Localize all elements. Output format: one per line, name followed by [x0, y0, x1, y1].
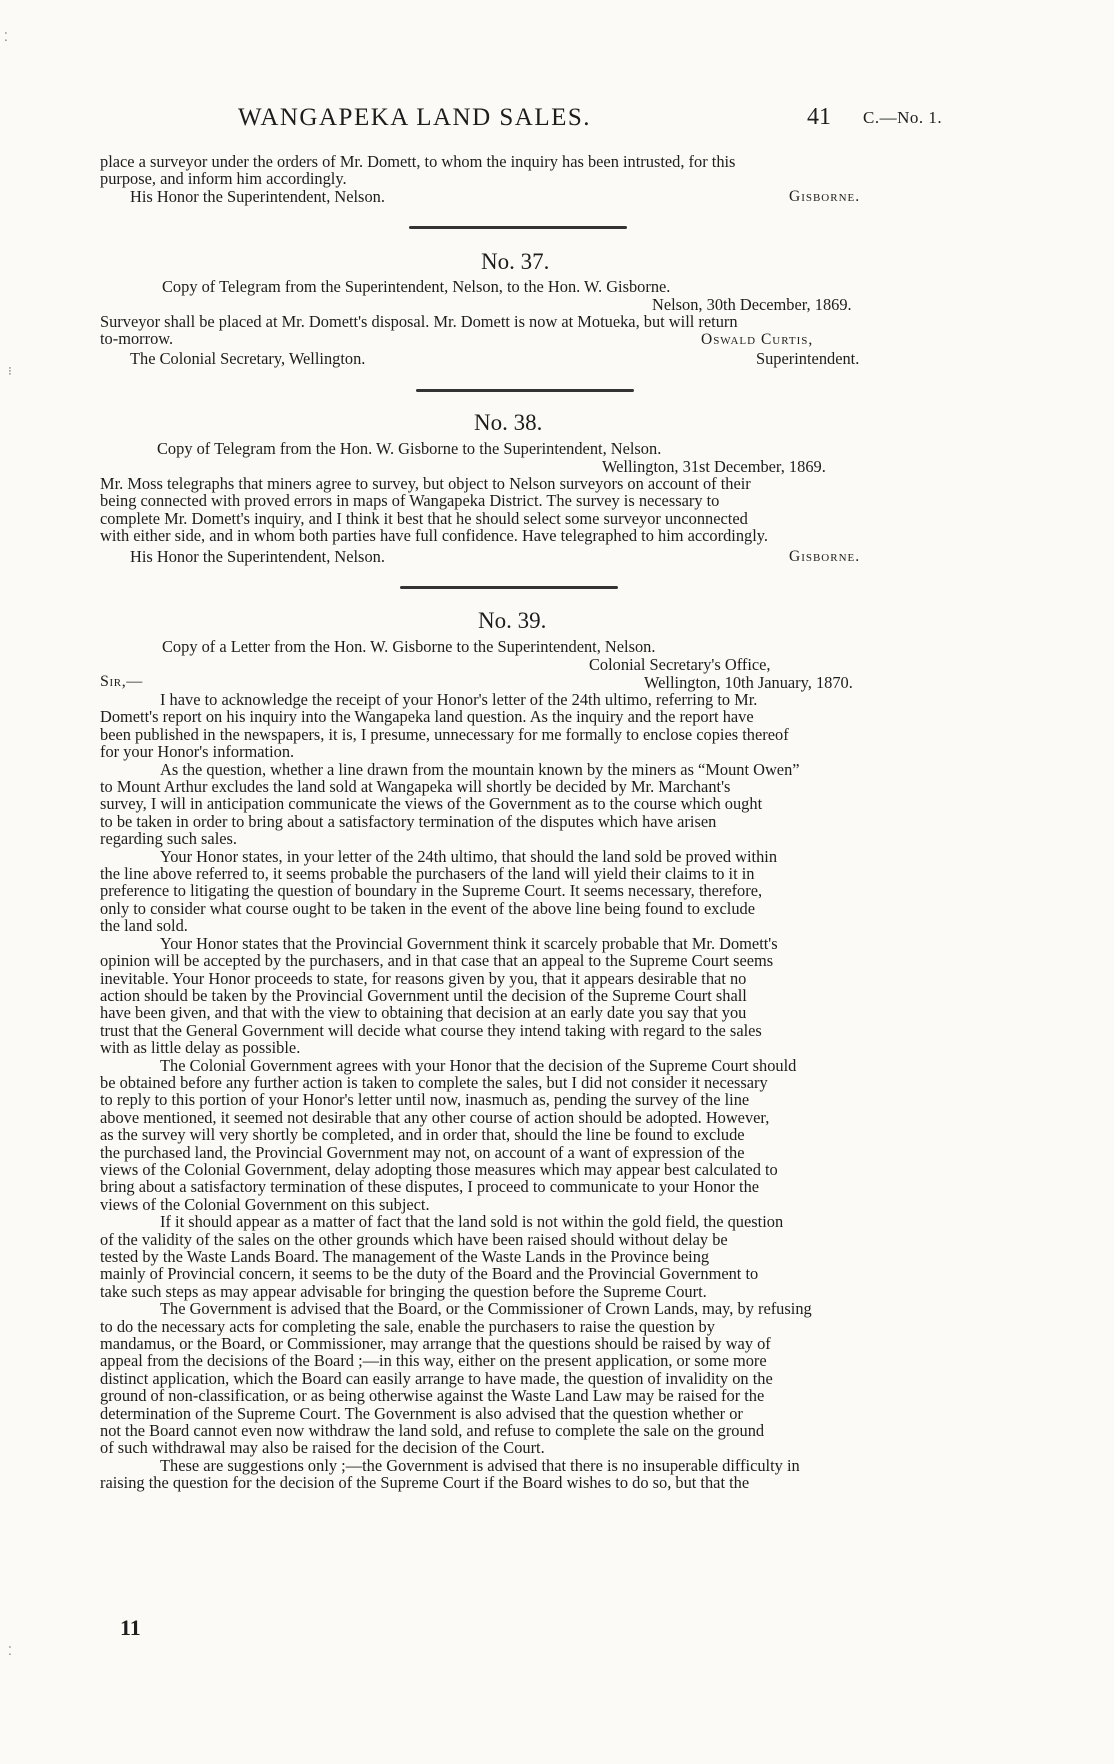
section-divider: [416, 389, 634, 392]
text-line: regarding such sales.: [100, 829, 237, 849]
text-line: not the Board cannot even now withdraw the land sold, and refuse to complete the sale on the ground: [100, 1421, 765, 1441]
text-line: action should be taken by the Provincial Government until the decision of the Supreme Court shall: [100, 985, 747, 1005]
signature: Gisborne.: [789, 188, 861, 205]
text-line: Surveyor shall be placed at Mr. Domett's disposal. Mr. Domett is now at Motueka, but will return: [100, 312, 738, 331]
text-line: ground of non-classification, or as being otherwise against the Waste Land Law may be raised for the: [100, 1386, 765, 1406]
text-line: tested by the Waste Lands Board. The management of the Waste Lands in the Province being: [100, 1247, 710, 1266]
salutation: Sir,—: [100, 673, 143, 690]
document-caption: Copy of Telegram from the Hon. W. Gisborne to the Superintendent, Nelson.: [157, 439, 662, 458]
text-line: the line above referred to, it seems probable the purchasers of the land will yield their claims to it in: [100, 864, 755, 884]
letter-paragraph: [100, 1300, 930, 1457]
intro-paragraph: [100, 153, 930, 188]
text-line: bring about a satisfactory termination of these disputes, I proceed to communicate to your Honor the: [100, 1177, 760, 1197]
letter-paragraph: [100, 761, 930, 848]
text-line: preference to litigating the question of boundary in the Supreme Court. It seems necessary, therefore,: [100, 881, 763, 901]
text-line: views of the Colonial Government on this subject.: [100, 1194, 430, 1214]
text-line: Your Honor states that the Provincial Government think it scarcely probable that Mr. Domett's: [160, 933, 778, 953]
place-date: Nelson, 30th December, 1869.: [652, 295, 852, 314]
letter-paragraph: [100, 1457, 930, 1492]
telegram-text: [100, 475, 930, 545]
intro-text: [100, 153, 930, 188]
letter-paragraph: [100, 935, 930, 1057]
signature: Oswald Curtis,: [701, 331, 814, 348]
text-line: trust that the General Government will decide what course they intend taking with regard to the sales: [100, 1020, 762, 1040]
text-line: only to consider what course ought to be taken in the event of the above line being found to exclude: [100, 898, 755, 918]
text-line: distinct application, which the Board can easily arrange to have made, the question of invalidity on the: [100, 1368, 773, 1388]
text-line: of such withdrawal may also be raised for the decision of the Court.: [100, 1438, 545, 1458]
text-line: views of the Colonial Government, delay adopting those measures which may appear best calculated to: [100, 1159, 778, 1179]
text-line: The Colonial Government agrees with your Honor that the decision of the Supreme Court should: [160, 1055, 797, 1075]
text-line: to reply to this portion of your Honor's letter until now, inasmuch as, pending the survey of the line: [100, 1090, 750, 1110]
margin-mark: ⁚: [8, 1644, 12, 1658]
text-line: with as little delay as possible.: [100, 1038, 301, 1058]
section-divider: [409, 226, 627, 229]
margin-mark: ⁚: [4, 30, 8, 44]
margin-mark: ⁝: [8, 364, 12, 378]
signature-number: 11: [120, 1615, 141, 1640]
signature: Gisborne.: [789, 548, 861, 565]
document-caption: Copy of Telegram from the Superintendent, Nelson, to the Hon. W. Gisborne.: [162, 277, 671, 296]
text-line: been published in the newspapers, it is, I presume, unnecessary for me formally to enclose copies thereof: [100, 724, 789, 744]
text-line: to be taken in order to bring about a satisfactory termination of the disputes which have arisen: [100, 811, 717, 831]
text-line: raising the question for the decision of the Supreme Court if the Board wishes to do so, but that the: [100, 1473, 750, 1493]
letter-body: [100, 691, 930, 1492]
text-line: Domett's report on his inquiry into the Wangapeka land question. As the inquiry and the report have: [100, 707, 754, 727]
section-number: No. 37.: [481, 249, 550, 274]
text-line: As the question, whether a line drawn from the mountain known by the miners as “Mount Owen”: [160, 759, 800, 779]
document-caption: Copy of a Letter from the Hon. W. Gisborne to the Superintendent, Nelson.: [162, 637, 656, 656]
section-number: No. 38.: [474, 410, 543, 435]
telegram-paragraph: [100, 475, 930, 545]
text-line: Mr. Moss telegraphs that miners agree to survey, but object to Nelson surveyors on account of their: [100, 474, 751, 493]
office-heading: Colonial Secretary's Office,: [589, 655, 771, 674]
text-line: appeal from the decisions of the Board ;—in this way, either on the present application, or some more: [100, 1351, 767, 1371]
letter-paragraph: [100, 1213, 930, 1300]
text-line: mainly of Provincial concern, it seems to be the duty of the Board and the Provincial Government to: [100, 1264, 759, 1284]
letter-paragraph: [100, 1057, 930, 1214]
letter-paragraph: [100, 848, 930, 935]
text-line: for your Honor's information.: [100, 742, 295, 762]
text-line: survey, I will in anticipation communicate the views of the Government as to the course which ought: [100, 794, 763, 814]
document-reference: C.—No. 1.: [863, 108, 943, 127]
place-date: Wellington, 10th January, 1870.: [644, 673, 853, 692]
text-line: The Government is advised that the Board, or the Commissioner of Crown Lands, may, by refusing: [160, 1299, 812, 1319]
place-date: Wellington, 31st December, 1869.: [602, 457, 826, 476]
signatory-title: Superintendent.: [756, 349, 860, 368]
text-line: determination of the Supreme Court. The Government is also advised that the question whether or: [100, 1403, 743, 1423]
text-line: purpose, and inform him accordingly.: [100, 169, 347, 189]
text-line: I have to acknowledge the receipt of your Honor's letter of the 24th ultimo, referring to Mr.: [160, 690, 758, 709]
text-line: place a surveyor under the orders of Mr. Domett, to whom the inquiry has been intrusted, for this: [100, 152, 736, 171]
section-number: No. 39.: [478, 608, 547, 633]
letter-paragraph: [100, 691, 930, 761]
text-line: of the validity of the sales on the other grounds which have been raised should without delay be: [100, 1229, 728, 1249]
text-line: to-morrow.: [100, 329, 174, 349]
text-line: Your Honor states, in your letter of the 24th ultimo, that should the land sold be proved within: [160, 846, 778, 866]
text-line: inevitable. Your Honor proceeds to state, for reasons given by you, that it appears desirable that no: [100, 968, 747, 988]
text-line: These are suggestions only ;—the Government is advised that there is no insuperable difficulty in: [160, 1455, 800, 1475]
text-line: be obtained before any further action is taken to complete the sales, but I did not consider it necessary: [100, 1072, 768, 1092]
text-line: opinion will be accepted by the purchasers, and in that case that an appeal to the Supreme Court seems: [100, 951, 774, 971]
page-number: 41: [807, 104, 831, 130]
text-line: as the survey will very shortly be completed, and in order that, should the line be found to exclude: [100, 1125, 745, 1145]
text-line: being connected with proved errors in maps of Wangapeka District. The survey is necessary to: [100, 491, 720, 511]
addressee: The Colonial Secretary, Wellington.: [130, 349, 366, 368]
section-divider: [400, 586, 618, 589]
addressee: His Honor the Superintendent, Nelson.: [130, 187, 385, 206]
text-line: to do the necessary acts for completing the sale, enable the purchasers to raise the question by: [100, 1316, 715, 1336]
text-line: above mentioned, it seemed not desirable that any other course of action should be adopted. However,: [100, 1107, 770, 1127]
running-title: WANGAPEKA LAND SALES.: [238, 104, 592, 131]
text-line: the land sold.: [100, 916, 188, 936]
text-line: If it should appear as a matter of fact that the land sold is not within the gold field, the question: [160, 1212, 784, 1232]
text-line: complete Mr. Domett's inquiry, and I think it best that he should select some surveyor unconnected: [100, 508, 748, 528]
addressee: His Honor the Superintendent, Nelson.: [130, 547, 385, 566]
text-line: mandamus, or the Board, or Commissioner, may arrange that the questions should be raised by way of: [100, 1334, 771, 1354]
text-line: to Mount Arthur excludes the land sold at Wangapeka will shortly be decided by Mr. Marchant's: [100, 777, 731, 797]
text-line: take such steps as may appear advisable for bringing the question before the Supreme Court.: [100, 1281, 707, 1301]
text-line: have been given, and that with the view to obtaining that decision at an early date you say that you: [100, 1003, 747, 1023]
text-line: the purchased land, the Provincial Government may not, on account of a want of expression of the: [100, 1142, 745, 1162]
text-line: with either side, and in whom both parties have full confidence. Have telegraphed to him accordingly.: [100, 526, 769, 546]
